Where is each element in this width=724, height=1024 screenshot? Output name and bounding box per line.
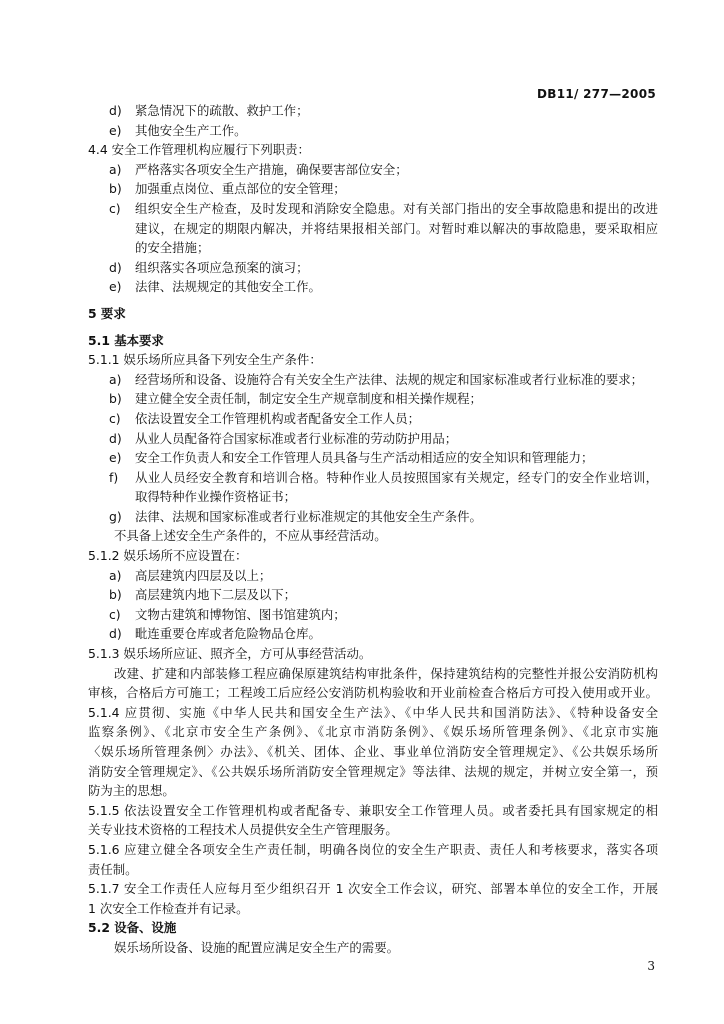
list-item bbox=[88, 585, 658, 605]
paragraph-line: 关专业技术资格的工程技术人员提供安全生产管理服务。 bbox=[88, 822, 398, 838]
list-item-text: 毗连重要仓库或者危险物品仓库。 bbox=[135, 626, 321, 642]
paragraph-line: 监察条例》、《北京市安全生产条例》、《北京市消防条例》、《娱乐场所管理条例》、《北京市实施 bbox=[88, 724, 658, 740]
list-item-label: d) bbox=[109, 259, 122, 275]
list-item-label: a) bbox=[109, 567, 122, 583]
list-item-text: 法律、法规规定的其他安全工作。 bbox=[135, 279, 321, 295]
paragraph-line: 〈娱乐场所管理条例〉办法》、《机关、团体、企业、事业单位消防安全管理规定》、《公共娱乐场所 bbox=[88, 744, 658, 759]
list-item-label: b) bbox=[109, 587, 122, 603]
list-item-label: a) bbox=[109, 161, 122, 177]
list-item-label: e) bbox=[109, 279, 122, 295]
list-item bbox=[88, 566, 658, 586]
list-item-text: 从业人员经安全教育和培训合格。特种作业人员按照国家有关规定，经专门的安全作业培训， bbox=[135, 469, 658, 485]
list-item bbox=[88, 624, 658, 644]
paragraph-line: 5.1.4 应贯彻、实施《中华人民共和国安全生产法》、《中华人民共和国消防法》、《特种设备安全 bbox=[88, 704, 658, 720]
list-item bbox=[88, 121, 658, 141]
list-item-text: 严格落实各项安全生产措施，确保要害部位安全； bbox=[135, 161, 408, 177]
paragraph-line: 5.1.5 依法设置安全工作管理机构或者配备专、兼职安全工作管理人员。或者委托具有国家规定的相 bbox=[88, 802, 658, 818]
paragraph-line: 防为主的思想。 bbox=[88, 783, 175, 799]
clause-heading: 4.4 安全工作管理机构应履行下列职责： bbox=[88, 142, 310, 158]
list-item-label: d) bbox=[109, 430, 122, 446]
section-heading: 5 要求 bbox=[88, 305, 126, 321]
document-body bbox=[88, 101, 658, 958]
list-item-text: 高层建筑内四层及以上； bbox=[135, 567, 272, 583]
list-item bbox=[88, 101, 658, 121]
list-item-continuation: 的安全措施； bbox=[135, 240, 210, 256]
list-item bbox=[88, 468, 658, 488]
list-item bbox=[88, 370, 658, 390]
paragraph-line: 娱乐场所设备、设施的配置应满足安全生产的需要。 bbox=[114, 939, 399, 955]
list-item bbox=[88, 605, 658, 625]
paragraph-line: 1 次安全工作检查并有记录。 bbox=[88, 900, 249, 916]
list-item-label: b) bbox=[109, 181, 122, 197]
list-item bbox=[88, 179, 658, 199]
list-item bbox=[88, 277, 658, 297]
list-item-text: 安全工作负责人和安全工作管理人员具备与生产活动相适应的安全知识和管理能力； bbox=[135, 450, 594, 466]
list-item bbox=[88, 429, 658, 449]
clause-heading: 5.1.2 娱乐场所不应设置在： bbox=[88, 548, 248, 564]
clause-heading: 5.1.1 娱乐场所应具备下列安全生产条件： bbox=[88, 352, 322, 368]
list-item bbox=[88, 448, 658, 468]
paragraph-line: 改建、扩建和内部装修工程应确保原建筑结构审批条件，保持建筑结构的完整性并报公安消防机构 bbox=[114, 665, 658, 681]
list-item bbox=[88, 389, 658, 409]
list-item-label: d) bbox=[109, 626, 122, 642]
list-item-label: g) bbox=[109, 508, 122, 524]
list-item-text: 从业人员配备符合国家标准或者行业标准的劳动防护用品； bbox=[135, 430, 458, 446]
list-item-continuation: 建议，在规定的期限内解决，并将结果报相关部门。对暂时难以解决的事故隐患，要采取相应 bbox=[135, 220, 658, 236]
standard-code: DB11/ 277—2005 bbox=[536, 87, 656, 101]
paragraph-line: 5.1.7 安全工作责任人应每月至少组织召开 1 次安全工作会议，研究、部署本单位的安全工作，开展 bbox=[88, 881, 658, 897]
list-item-label: f) bbox=[109, 469, 119, 485]
paragraph-line: 责任制。 bbox=[88, 861, 138, 877]
list-item bbox=[88, 258, 658, 278]
clause-heading: 5.1.3 娱乐场所应证、照齐全，方可从事经营活动。 bbox=[88, 646, 372, 662]
list-item bbox=[88, 160, 658, 180]
list-item-text: 组织安全生产检查，及时发现和消除安全隐患。对有关部门指出的安全事故隐患和提出的改进 bbox=[135, 200, 658, 216]
list-item-text: 经营场所和设备、设施符合有关安全生产法律、法规的规定和国家标准或者行业标准的要求； bbox=[135, 371, 644, 387]
paragraph-line: 消防安全管理规定》、《公共娱乐场所消防安全管理规定》等法律、法规的规定，并树立安全第一，预 bbox=[88, 763, 658, 779]
list-item-continuation: 取得特种作业操作资格证书； bbox=[135, 489, 297, 505]
list-item bbox=[88, 199, 658, 219]
list-item bbox=[88, 409, 658, 429]
list-item-text: 建立健全安全责任制，制定安全生产规章制度和相关操作规程； bbox=[135, 391, 482, 407]
section-heading: 5.2 设备、设施 bbox=[88, 920, 177, 936]
list-item-label: e) bbox=[109, 122, 122, 138]
list-item-text: 高层建筑内地下二层及以下； bbox=[135, 587, 297, 603]
list-item bbox=[88, 507, 658, 527]
list-item-label: d) bbox=[109, 103, 122, 118]
list-item-label: e) bbox=[109, 450, 122, 466]
list-item-label: c) bbox=[109, 200, 121, 216]
section-heading: 5.1 基本要求 bbox=[88, 332, 164, 348]
list-item-label: a) bbox=[109, 371, 122, 387]
list-item-label: c) bbox=[109, 606, 121, 622]
paragraph-line: 审核，合格后方可施工；工程竣工后应经公安消防机构验收和开业前检查合格后方可投入使用或开业。 bbox=[88, 685, 658, 701]
list-item-label: c) bbox=[109, 410, 121, 426]
list-item-text: 依法设置安全工作管理机构或者配备安全工作人员； bbox=[135, 410, 420, 426]
list-item-text: 其他安全生产工作。 bbox=[135, 122, 247, 138]
list-item-text: 紧急情况下的疏散、救护工作； bbox=[135, 103, 309, 118]
page-number: 3 bbox=[647, 959, 655, 973]
list-item-text: 法律、法规和国家标准或者行业标准规定的其他安全生产条件。 bbox=[135, 508, 482, 524]
paragraph-line: 不具备上述安全生产条件的，不应从事经营活动。 bbox=[114, 528, 387, 544]
list-item-text: 组织落实各项应急预案的演习； bbox=[135, 259, 309, 275]
list-item-label: b) bbox=[109, 391, 122, 407]
list-item-text: 加强重点岗位、重点部位的安全管理； bbox=[135, 181, 346, 197]
list-item-text: 文物古建筑和博物馆、图书馆建筑内； bbox=[135, 606, 346, 622]
paragraph-line: 5.1.6 应建立健全各项安全生产责任制，明确各岗位的安全生产职责、责任人和考核要求，落实各项 bbox=[88, 841, 658, 857]
